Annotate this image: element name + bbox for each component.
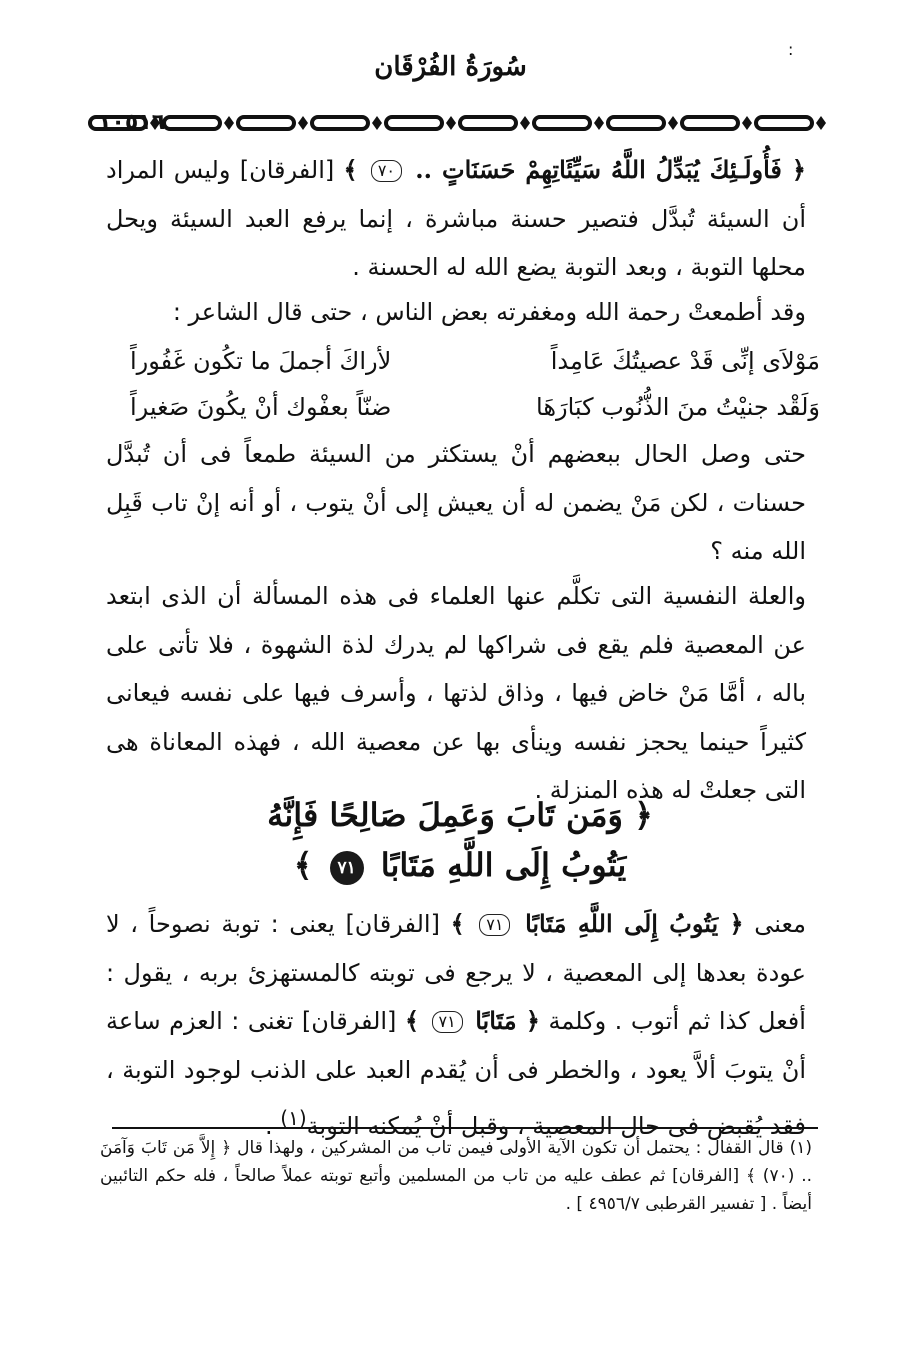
verse-quote: ﴿ فَأُولَـئِكَ يُبَدِّلُ اللَّهُ سَيِّئَاتِهِمْ حَسَنَاتٍ ..: [415, 155, 806, 184]
poem-hemistich: وَلَقْد جنيْتُ منَ الذُّنُوب كبَارَهَا: [536, 393, 820, 421]
poem-line: [130, 338, 820, 384]
verse-quote: ﴿ يَتُوبُ إِلَى اللَّهِ مَتَابًا: [525, 909, 744, 938]
ayah-number: ٧٠: [371, 160, 402, 182]
paragraph-5: [106, 900, 806, 1151]
quran-verse-text: يَتُوبُ إِلَى اللَّهِ مَتَابًا: [380, 846, 627, 884]
surah-reference: [الفرقان]: [239, 156, 335, 184]
poem-line: [130, 384, 820, 430]
poem-hemistich: لأراكَ أجملَ ما تكُون غَفُوراً: [130, 347, 392, 375]
paragraph-text: معنى: [754, 910, 806, 938]
page-number: ١٠٥١٦: [98, 110, 166, 135]
surah-title: سُورَةُ الفُرْقَان: [374, 52, 527, 82]
paragraph-2: وقد أطمعتْ رحمة الله ومغفرته بعض الناس ، حتى قال الشاعر :: [172, 298, 806, 326]
quran-verse-block: [250, 790, 670, 890]
poem: [130, 338, 820, 430]
poem-hemistich: ضنّاً بعفْوك أنْ يكُونَ صَغيراً: [130, 393, 392, 421]
ayah-number: ٧١: [479, 914, 510, 936]
ayah-number: ٧١: [432, 1011, 463, 1033]
ayah-number-badge: ٧١: [330, 851, 364, 885]
surah-reference: [الفرقان]: [301, 1007, 397, 1035]
poem-hemistich: مَوْلاَى إنِّى قَدْ عصيتُكَ عَامِداً: [550, 347, 820, 375]
paragraph-text: يعنى : توبة نصوحاً ، لا عودة بعدها إلى المعصية ، لا يرجع فى توبته كالمستهزئ بربه ، يقول : أفعل كذا ثم أتوب . وكلمة: [106, 910, 806, 1035]
paragraph-3: حتى وصل الحال ببعضهم أنْ يستكثر من السيئة طمعاً فى أن تُبدَّل حسنات ، لكن مَنْ يضمن له أن يعيش إلى أنْ يتوب ، أو أنه إنْ تاب قَبِل الله منه ؟: [106, 440, 806, 565]
verse-quote: ﴿ مَتَابًا: [475, 1006, 540, 1035]
paragraph-4: والعلة النفسية التى تكلَّم عنها العلماء فى هذه المسألة أن الذى ابتعد عن المعصية فلم يقع فى شراكها لم يدرك لذة الشهوة ، فلا تأتى على باله ، أمَّا مَنْ خاض فيها ، وذاق لذتها ، وأسرف فيها على نفسه فيعانى كثيراً حينما يحجز نفسه وينأى بها عن معصية الله ، فهذه المعاناة هى التى جعلتْ له هذه المنزلة .: [106, 582, 806, 804]
footnote: (١) قال القفال : يحتمل أن تكون الآية الأولى فيمن تاب من المشركين ، ولهذا قال ﴿ إِلاَّ مَن تَابَ وَآمَنَ .. (٧٠) ﴾ [الفرقان] ثم عطف عليه من تاب من المسلمين وأتبع توبته عملاً صالحاً ، فله حكم التائبين أيضاً . [ تفسير القرطبى ٤٩٥٦/٧ ] .: [100, 1138, 813, 1214]
surah-reference: [الفرقان]: [345, 910, 440, 938]
stray-mark: :: [788, 40, 794, 59]
verse-close-bracket: ﴾: [293, 846, 313, 884]
footnote-marker: (١): [280, 1106, 307, 1130]
verse-close-bracket: ﴾: [404, 1006, 419, 1035]
footnote-divider: [112, 1127, 818, 1129]
paragraph-text: .: [264, 1112, 273, 1140]
paragraph-1: [106, 146, 806, 292]
paragraph-text: وليس المراد أن السيئة تُبدَّل فتصير حسنة مباشرة ، إنما يرفع العبد السيئة ويحل محلها التوبة ، وبعد التوبة يضع الله له الحسنة .: [106, 156, 806, 281]
quran-verse-line: [250, 840, 670, 890]
quran-verse-line: ﴿ وَمَن تَابَ وَعَمِلَ صَالِحًا فَإِنَّهُ: [267, 796, 653, 834]
verse-close-bracket: ﴾: [343, 155, 358, 184]
paragraph-text: تغنى : العزم ساعة أنْ يتوبَ ألاَّ يعود ، والخطر فى أن يُقدم العبد على الذنب لوجود التوبة ، فقد يُقبض فى حال المعصية ، وقبل أنْ يُمكنه التوبة: [106, 1007, 806, 1140]
verse-close-bracket: ﴾: [450, 909, 465, 938]
